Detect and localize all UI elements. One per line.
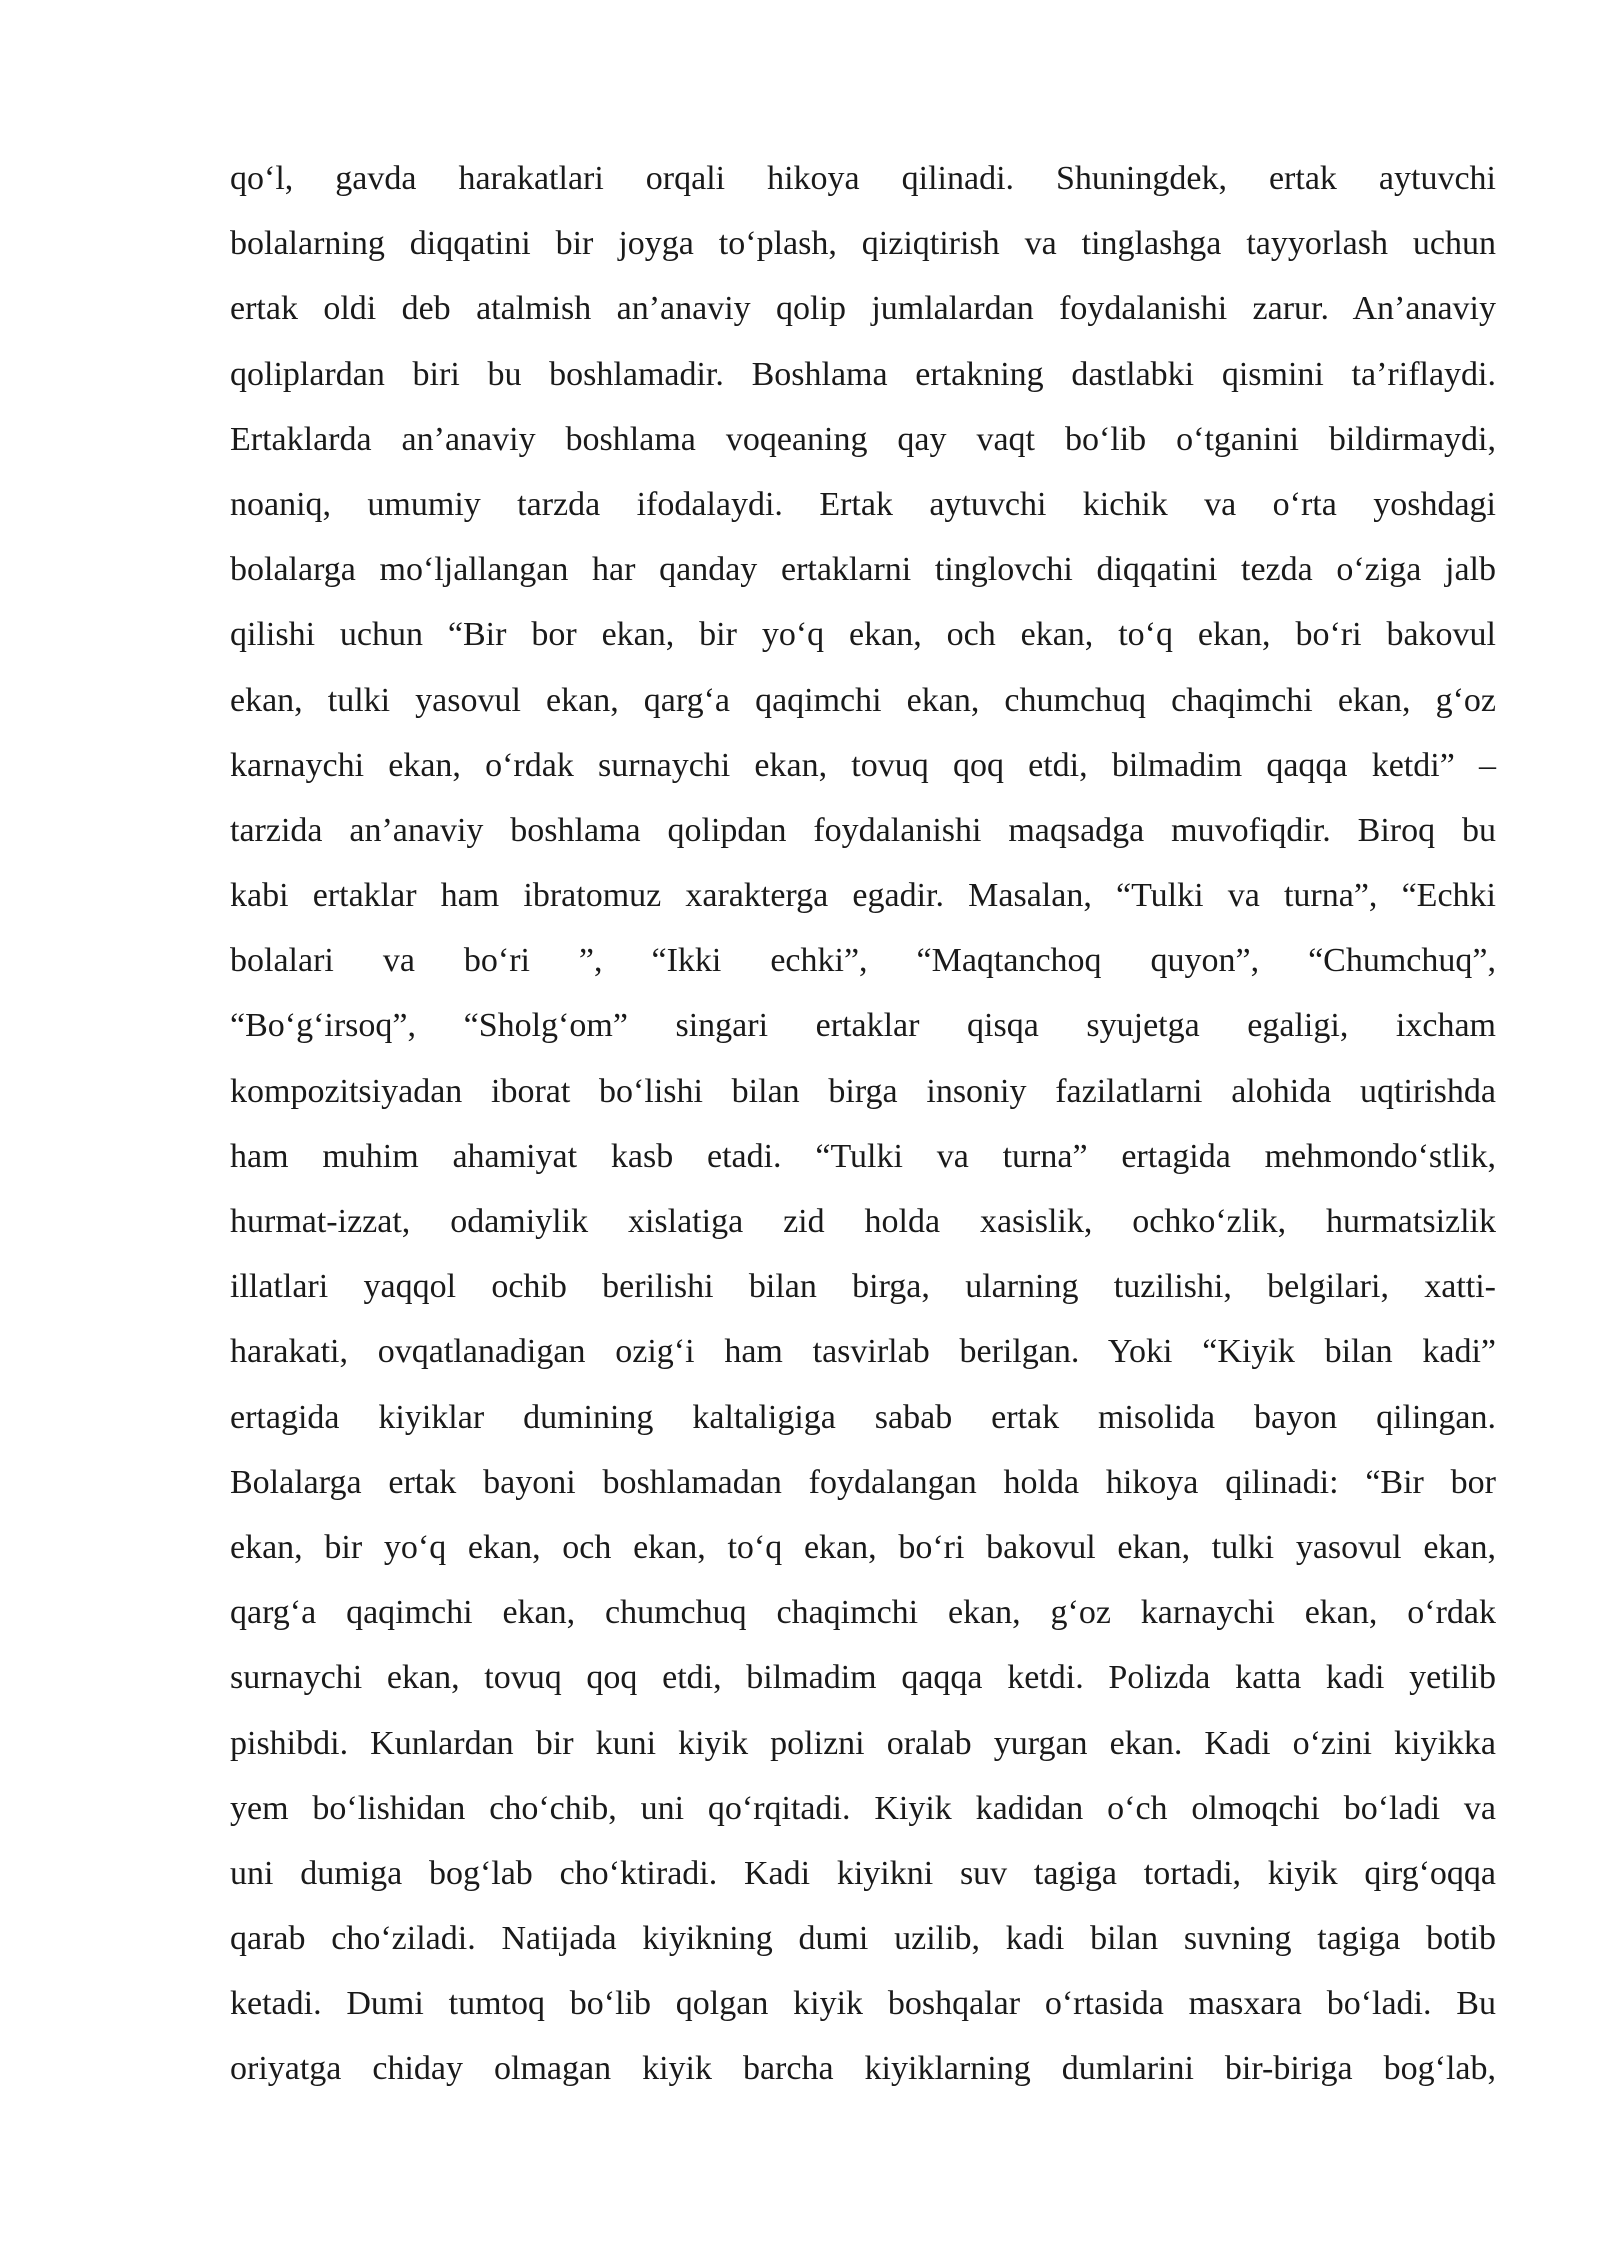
text-line: kabi ertaklar ham ibratomuz xarakterga egadir. Masalan, “Tulki va turna”, “Echki [230,877,1496,915]
text-line: qarab cho‘ziladi. Natijada kiyikning dumi uzilib, kadi bilan suvning tagiga botib [230,1920,1496,1958]
text-line: kompozitsiyadan iborat bo‘lishi bilan birga insoniy fazilatlarni alohida uqtirishda [230,1072,1496,1110]
text-line: Bolalarga ertak bayoni boshlamadan foydalangan holda hikoya qilinadi: “Bir bor [230,1463,1496,1501]
text-line: bolalarning diqqatini bir joyga to‘plash, qiziqtirish va tinglashga tayyorlash uchun [230,225,1496,263]
text-line: harakati, ovqatlanadigan ozig‘i ham tasvirlab berilgan. Yoki “Kiyik bilan kadi” [230,1333,1496,1371]
text-line: illatlari yaqqol ochib berilishi bilan birga, ularning tuzilishi, belgilari, xatti- [230,1268,1496,1306]
text-line: oriyatga chiday olmagan kiyik barcha kiyiklarning dumlarini bir-biriga bog‘lab, [230,2050,1496,2088]
text-line: hurmat-izzat, odamiylik xislatiga zid holda xasislik, ochko‘zlik, hurmatsizlik [230,1203,1496,1240]
text-line: “Bo‘g‘irsoq”, “Sholg‘om” singari ertaklar qisqa syujetga egaligi, ixcham [230,1007,1496,1045]
text-line: pishibdi. Kunlardan bir kuni kiyik polizni oralab yurgan ekan. Kadi o‘zini kiyikka [230,1724,1496,1762]
text-line: qo‘l, gavda harakatlari orqali hikoya qilinadi. Shuningdek, ertak aytuvchi [230,160,1496,197]
text-line: ekan, bir yo‘q ekan, och ekan, to‘q ekan, bo‘ri bakovul ekan, tulki yasovul ekan, [230,1528,1496,1566]
text-line: qoliplardan biri bu boshlamadir. Boshlama ertakning dastlabki qismini ta’riflaydi. [230,355,1496,393]
text-line: ertak oldi deb atalmish an’anaviy qolip jumlalardan foydalanishi zarur. An’anaviy [230,290,1496,328]
body-text [230,146,1496,2102]
text-line: qilishi uchun “Bir bor ekan, bir yo‘q ekan, och ekan, to‘q ekan, bo‘ri bakovul [230,616,1496,654]
text-line: ekan, tulki yasovul ekan, qarg‘a qaqimchi ekan, chumchuq chaqimchi ekan, g‘oz [230,681,1496,719]
text-line: uni dumiga bog‘lab cho‘ktiradi. Kadi kiyikni suv tagiga tortadi, kiyik qirg‘oqqa [230,1854,1496,1892]
text-line: tarzida an’anaviy boshlama qolipdan foydalanishi maqsadga muvofiqdir. Biroq bu [230,811,1496,849]
text-line: karnaychi ekan, o‘rdak surnaychi ekan, tovuq qoq etdi, bilmadim qaqqa ketdi” – [230,746,1496,784]
text-line: ham muhim ahamiyat kasb etadi. “Tulki va turna” ertagida mehmondo‘stlik, [230,1137,1496,1175]
text-line: noaniq, umumiy tarzda ifodalaydi. Ertak aytuvchi kichik va o‘rta yoshdagi [230,485,1496,523]
text-line: qarg‘a qaqimchi ekan, chumchuq chaqimchi ekan, g‘oz karnaychi ekan, o‘rdak [230,1594,1496,1632]
text-line: bolalari va bo‘ri ”, “Ikki echki”, “Maqtanchoq quyon”, “Chumchuq”, [230,942,1496,980]
text-line: Ertaklarda an’anaviy boshlama voqeaning qay vaqt bo‘lib o‘tganini bildirmaydi, [230,420,1496,458]
text-line: ertagida kiyiklar dumining kaltaligiga sabab ertak misolida bayon qilingan. [230,1398,1496,1436]
text-line: bolalarga mo‘ljallangan har qanday ertaklarni tinglovchi diqqatini tezda o‘ziga jalb [230,551,1496,589]
text-line: surnaychi ekan, tovuq qoq etdi, bilmadim qaqqa ketdi. Polizda katta kadi yetilib [230,1659,1496,1697]
text-line: ketadi. Dumi tumtoq bo‘lib qolgan kiyik boshqalar o‘rtasida masxara bo‘ladi. Bu [230,1985,1496,2023]
text-line: yem bo‘lishidan cho‘chib, uni qo‘rqitadi. Kiyik kadidan o‘ch olmoqchi bo‘ladi va [230,1789,1496,1827]
